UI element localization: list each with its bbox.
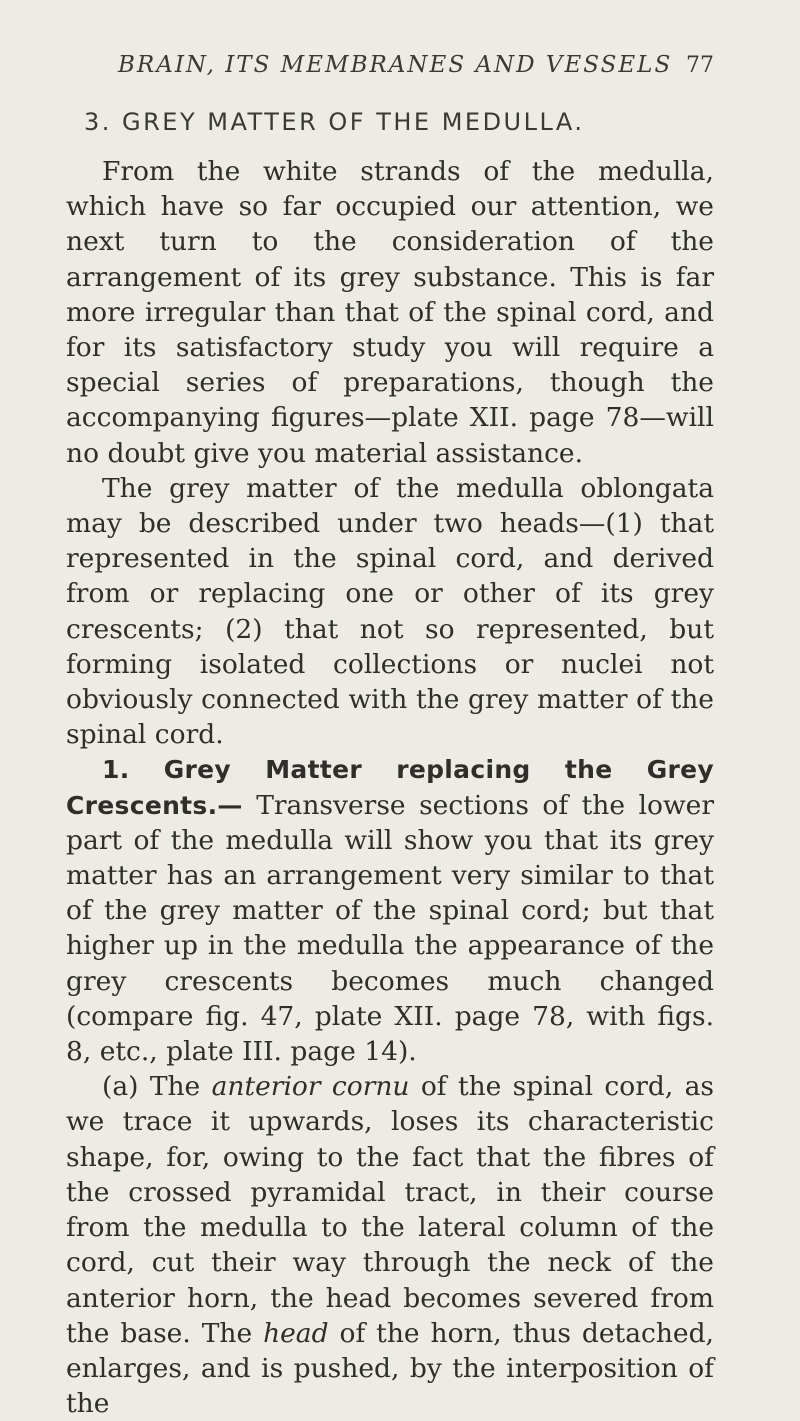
section-heading: 3. GREY MATTER OF THE MEDULLA. [84,108,585,136]
subsection-heading: 1. Grey Matter replacing the Grey Crescents.— [66,755,714,820]
paragraph-anterior-cornu [66,1069,714,1421]
subsection-text: Transverse sections of the lower part of the medulla will show you that its grey matter has an arrangement very similar to that of the grey matter of the spinal cord; but that higher up in the medulla the appearance of the grey crescents becomes much changed (compare fig. 47, plate XII. page 78, with figs. 8, etc., plate III. page 14). [66,789,714,1068]
running-title: BRAIN, ITS MEMBRANES AND VESSELS [118,52,673,78]
text-run: (a) The [102,1071,212,1103]
italic-term: head [263,1317,329,1349]
paragraph-two-heads: The grey matter of the medulla oblongata may be described under two heads—(1) that represented in the spinal cord, and derived from or replacing one or other of its grey crescents; (2) that not so represented, but forming isolated collections or nuclei not obviously connected with the grey matter of the spinal cord. [66,472,714,751]
text-run: of the horn, thus detached, enlarges, and is pushed, by the interposition of the [66,1317,714,1420]
paragraph-intro: From the white strands of the medulla, which have so far occupied our attention, we next turn to the consideration of the arrangement of its grey substance. This is far more irregular than that of the spinal cord, and for its satisfactory study you will require a special series of preparations, though the accompanying figures—plate XII. page 78—will no doubt give you material assistance. [66,156,714,469]
text-run: of the spinal cord, as we trace it upwards, loses its characteristic shape, for, owing to the fact that the fibres of the crossed pyramidal tract, in their course from the medulla to the lateral column of the cord, cut their way through the neck of the anterior horn, the head becomes severed from the base. The [66,1071,714,1349]
paragraph-grey-crescents [66,752,714,1069]
italic-term: anterior cornu [211,1071,410,1103]
page-number: 77 [686,53,714,78]
running-head [66,52,714,78]
